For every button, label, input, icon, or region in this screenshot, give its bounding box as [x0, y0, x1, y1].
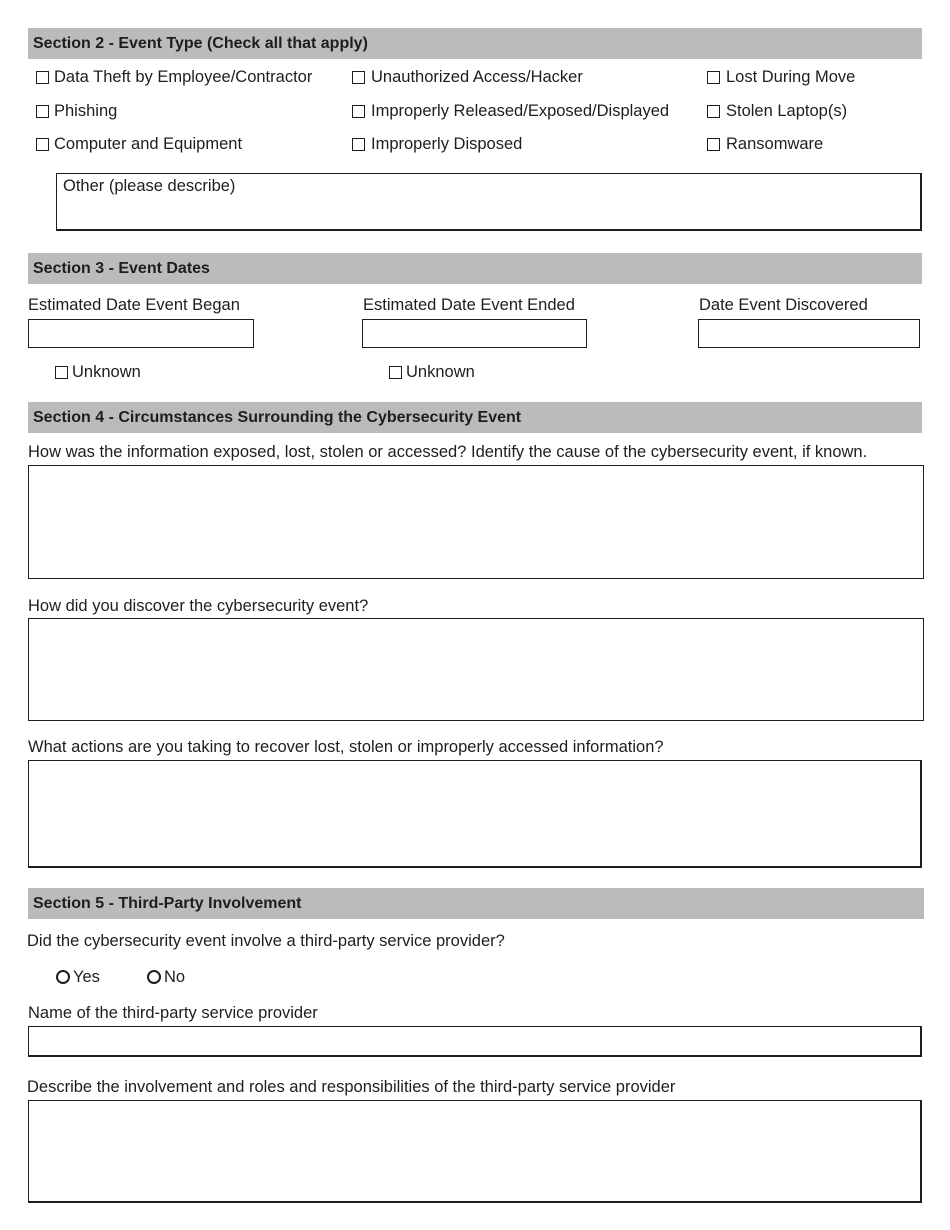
ended-unknown-checkbox[interactable] — [389, 366, 402, 379]
date-began-label: Estimated Date Event Began — [28, 296, 240, 314]
checkbox-computer-equipment[interactable] — [36, 138, 49, 151]
other-description-label: Other (please describe) — [63, 177, 236, 195]
provider-name-input[interactable] — [28, 1026, 922, 1057]
date-discovered-input[interactable] — [698, 319, 920, 348]
checkbox-stolen-laptops-label: Stolen Laptop(s) — [726, 102, 848, 120]
began-unknown-label: Unknown — [72, 363, 141, 381]
checkbox-phishing-label: Phishing — [54, 102, 118, 120]
recovery-textarea[interactable] — [28, 760, 922, 868]
checkbox-unauthorized-access[interactable] — [352, 71, 365, 84]
section-3-header: Section 3 - Event Dates — [28, 253, 922, 284]
date-ended-label: Estimated Date Event Ended — [363, 296, 575, 314]
provider-involvement-label: Describe the involvement and roles and responsibilities of the third-party service provider — [27, 1078, 676, 1096]
checkbox-phishing[interactable] — [36, 105, 49, 118]
recovery-question-label: What actions are you taking to recover lost, stolen or improperly accessed information? — [28, 738, 664, 756]
third-party-yes-radio[interactable] — [56, 970, 70, 984]
section-2-header: Section 2 - Event Type (Check all that apply) — [28, 28, 922, 59]
began-unknown-checkbox[interactable] — [55, 366, 68, 379]
checkbox-computer-equipment-label: Computer and Equipment — [54, 135, 243, 153]
discovery-question-label: How did you discover the cybersecurity event? — [28, 597, 369, 615]
checkbox-improperly-disposed[interactable] — [352, 138, 365, 151]
third-party-question-label: Did the cybersecurity event involve a third-party service provider? — [27, 932, 505, 950]
ended-unknown-label: Unknown — [406, 363, 475, 381]
checkbox-unauthorized-access-label: Unauthorized Access/Hacker — [371, 68, 583, 86]
provider-involvement-textarea[interactable] — [28, 1100, 922, 1203]
section-5-header: Section 5 - Third-Party Involvement — [28, 888, 924, 919]
checkbox-improperly-released-label: Improperly Released/Exposed/Displayed — [371, 102, 670, 120]
section-4-header: Section 4 - Circumstances Surrounding the Cybersecurity Event — [28, 402, 922, 433]
date-began-input[interactable] — [28, 319, 254, 348]
circumstances-textarea[interactable] — [28, 465, 924, 579]
discovery-textarea[interactable] — [28, 618, 924, 721]
provider-name-label: Name of the third-party service provider — [28, 1004, 318, 1022]
checkbox-lost-during-move[interactable] — [707, 71, 720, 84]
checkbox-ransomware[interactable] — [707, 138, 720, 151]
checkbox-improperly-released[interactable] — [352, 105, 365, 118]
third-party-no-radio[interactable] — [147, 970, 161, 984]
checkbox-lost-during-move-label: Lost During Move — [726, 68, 856, 86]
date-ended-input[interactable] — [362, 319, 587, 348]
circumstances-question-label: How was the information exposed, lost, stolen or accessed? Identify the cause of the cybersecurity event, if known. — [28, 443, 868, 461]
third-party-no-label: No — [164, 968, 186, 986]
checkbox-ransomware-label: Ransomware — [726, 135, 824, 153]
checkbox-data-theft[interactable] — [36, 71, 49, 84]
date-discovered-label: Date Event Discovered — [699, 296, 868, 314]
third-party-yes-label: Yes — [73, 968, 100, 986]
checkbox-data-theft-label: Data Theft by Employee/Contractor — [54, 68, 313, 86]
checkbox-stolen-laptops[interactable] — [707, 105, 720, 118]
checkbox-improperly-disposed-label: Improperly Disposed — [371, 135, 523, 153]
other-description-field[interactable] — [56, 173, 922, 231]
